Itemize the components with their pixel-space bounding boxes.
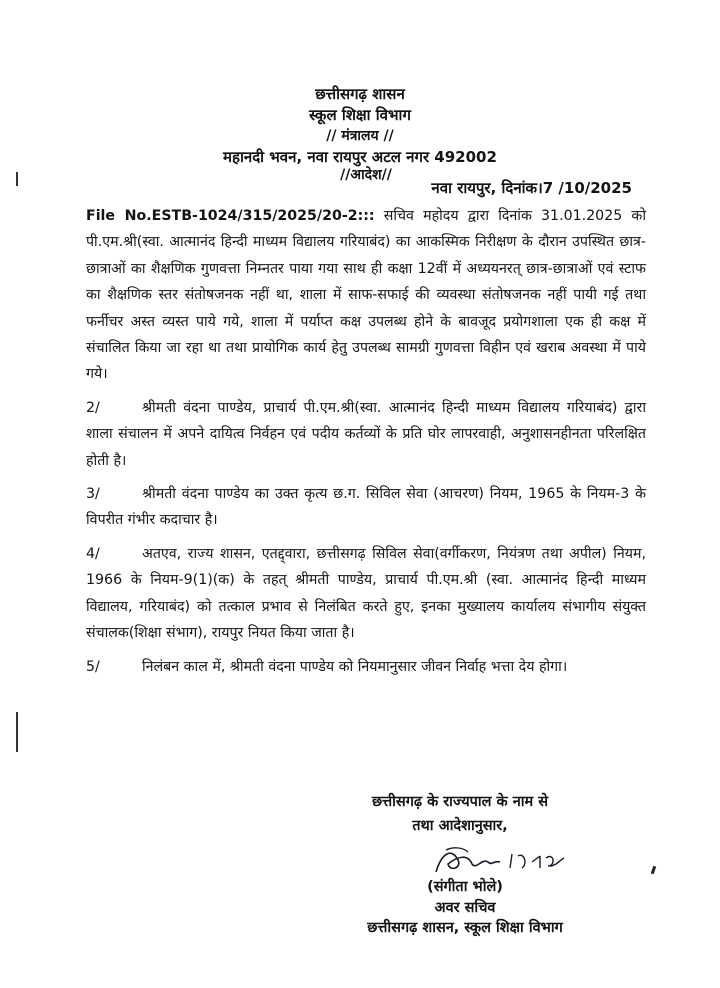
paragraph-2-text: श्रीमती वंदना पाण्डेय, प्राचार्य पी.एम.श्री(स्वा. आत्मानंद हिन्दी माध्यम विद्यालय गरियाबंद) द्वारा शाला संचालन में अपने दायित्व निर्वहन एवं पदीय कर्तव्यों के प्रति घोर लापरवाही, अनुशासनहीनता परिलक्षित होती है।	[86, 399, 646, 469]
paragraph-3	[86, 481, 646, 534]
header-order-title: //आदेश//	[340, 167, 392, 183]
header-ministry: // मंत्रालय //	[326, 128, 394, 144]
paragraph-number: 3/	[86, 486, 100, 503]
authority-line-2: तथा आदेशानुसार,	[412, 818, 508, 834]
header-address: महानदी भवन, नवा रायपुर अटल नगर 492002	[223, 148, 497, 166]
signatory-designation: अवर सचिव	[434, 900, 496, 916]
paragraph-1	[86, 203, 646, 388]
paragraph-number: 5/	[86, 658, 100, 675]
signatory-department: छत्तीसगढ़ शासन, स्कूल शिक्षा विभाग	[367, 920, 563, 936]
authority-line-1: छत्तीसगढ़ के राज्यपाल के नाम से	[371, 794, 549, 810]
file-number: File No.ESTB-1024/315/2025/20-2:::	[86, 208, 375, 224]
paragraph-4-text: अतएव, राज्य शासन, एतद्द्वारा, छत्तीसगढ़ सिविल सेवा(वर्गीकरण, नियंत्रण तथा अपील) नियम, 1966 के नियम-9(1)(क) के तहत् श्रीमती पाण्डेय, प्राचार्य पी.एम.श्री (स्वा. आत्मानंद हिन्दी माध्यम विद्यालय, गरियाबंद) को तत्काल प्रभाव से निलंबित करते हुए, इनका मुख्यालय कार्यालय संभागीय संयुक्त संचालक(शिक्षा संभाग), रायपुर नियत किया जाता है।	[86, 545, 646, 642]
authority-statement	[340, 790, 580, 838]
ink-mark	[651, 866, 657, 875]
paragraph-5	[86, 654, 646, 680]
signatory-name: (संगीता भोले)	[427, 879, 503, 895]
paragraph-2	[86, 395, 646, 474]
header-government: छत्तीसगढ़ शासन	[315, 85, 405, 103]
paragraph-number: 2/	[86, 399, 100, 416]
paragraph-number: 4/	[86, 545, 100, 562]
paragraph-3-text: श्रीमती वंदना पाण्डेय का उक्त कृत्य छ.ग. सिविल सेवा (आचरण) नियम, 1965 के नियम-3 के विपरीत गंभीर कदाचार है।	[86, 486, 646, 529]
header-department: स्कूल शिक्षा विभाग	[309, 106, 411, 124]
paragraph-5-text: निलंबन काल में, श्रीमती वंदना पाण्डेय को नियमानुसार जीवन निर्वाह भत्ता देय होगा।	[142, 658, 568, 675]
paragraph-4	[86, 541, 646, 647]
order-date: नवा रायपुर, दिनांक।7 /10/2025	[431, 179, 632, 197]
paragraph-1-text: सचिव महोदय द्वारा दिनांक 31.01.2025 को पी.एम.श्री(स्वा. आत्मानंद हिन्दी माध्यम विद्यालय गरियाबंद) का आकस्मिक निरीक्षण के दौरान उपस्थित छात्र-छात्राओं का शैक्षणिक गुणवत्ता निम्नतर पाया गया साथ ही कक्षा 12वीं में अध्ययनरत् छात्र-छात्राओं एवं स्टाफ का शैक्षणिक स्तर संतोषजनक नहीं था, शाला में साफ-सफाई की व्यवस्था संतोषजनक नहीं पायी गई तथा फर्नीचर अस्त व्यस्त पाये गये, शाला में पर्याप्त कक्ष उपलब्ध होने के बावजूद प्रयोगशाला एक ही कक्ष में संचालित किया जा रहा था तथा प्रायोगिक कार्य हेतु उपलब्ध सामग्री गुणवत्ता विहीन एवं खराब अवस्था में पाये गये।	[86, 208, 647, 383]
order-body	[86, 203, 646, 687]
margin-mark	[16, 712, 18, 752]
